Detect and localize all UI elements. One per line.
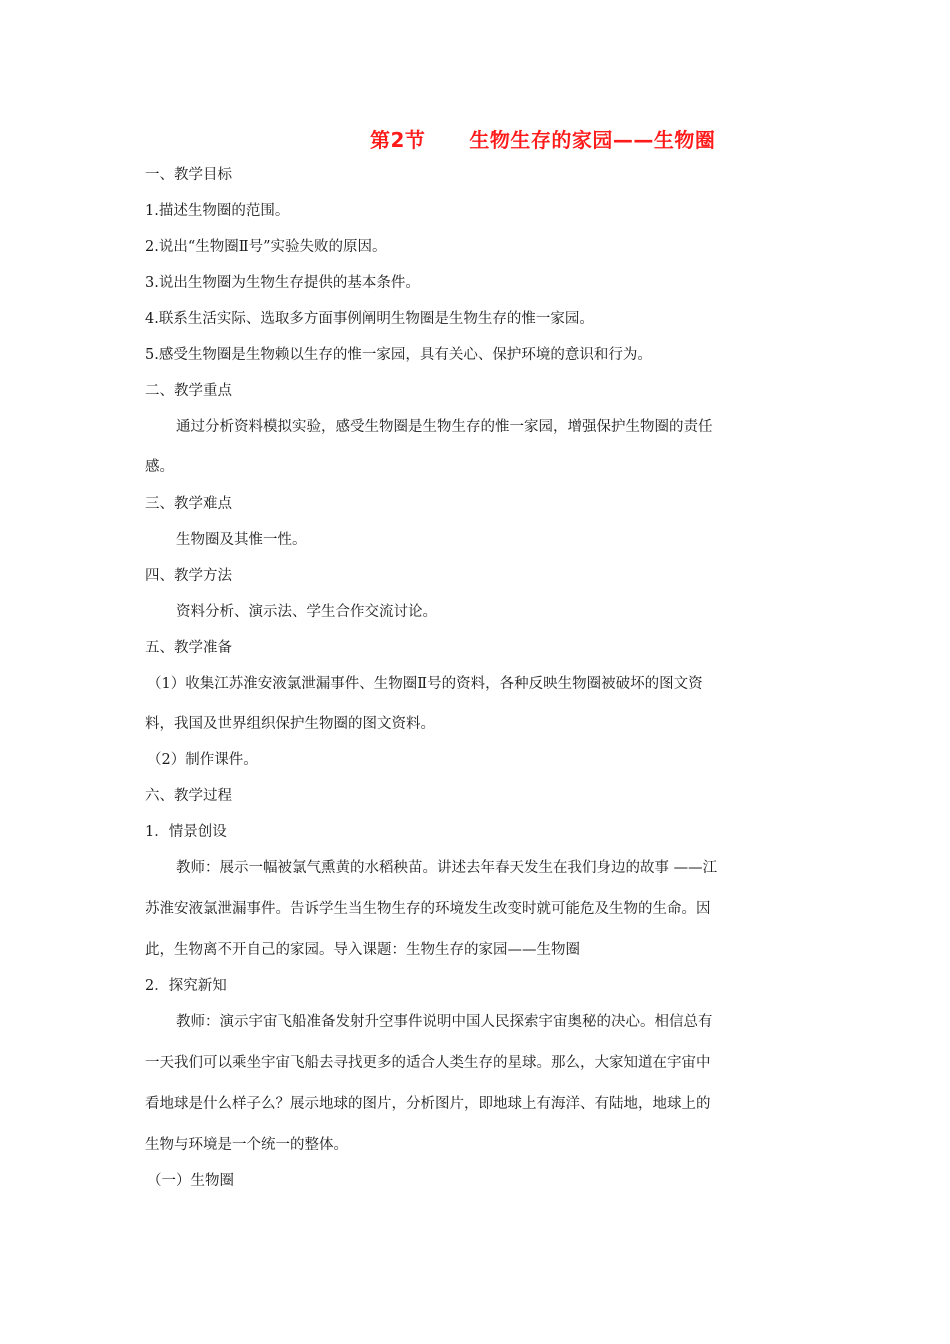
preparation-item-2: （2）制作课件。 (147, 752, 258, 768)
subheading-biosphere: （一）生物圈 (147, 1173, 234, 1189)
heading-goals: 一、教学目标 (145, 167, 232, 183)
heading-difficulties: 三、教学难点 (145, 496, 232, 512)
process-step-2: 2．探究新知 (145, 978, 227, 994)
preparation-item-1: （1）收集江苏淮安液氯泄漏事件、生物圈Ⅱ号的资料，各种反映生物圈被破坏的图文资 (147, 676, 703, 692)
section-number: 第2节 (370, 128, 426, 152)
goal-2: 2.说出“生物圈Ⅱ号”实验失败的原因。 (145, 239, 387, 255)
process-step-2-text-cont-3: 生物与环境是一个统一的整体。 (145, 1137, 348, 1153)
process-step-1-text-cont: 苏淮安液氯泄漏事件。告诉学生当生物生存的环境发生改变时就可能危及生物的生命。因 (145, 901, 711, 917)
goal-3: 3.说出生物圈为生物生存提供的基本条件。 (145, 275, 420, 291)
goal-4: 4.联系生活实际、选取多方面事例阐明生物圈是生物生存的惟一家园。 (145, 311, 594, 327)
heading-methods: 四、教学方法 (145, 568, 232, 584)
heading-key-points: 二、教学重点 (145, 383, 232, 399)
preparation-item-1-cont: 料，我国及世界组织保护生物圈的图文资料。 (145, 716, 435, 732)
difficulties-text: 生物圈及其惟一性。 (176, 532, 307, 548)
goal-1: 1.描述生物圈的范围。 (145, 203, 290, 219)
process-step-1-text: 教师：展示一幅被氯气熏黄的水稻秧苗。讲述去年春天发生在我们身边的故事 ——江 (176, 860, 718, 876)
document-title (370, 124, 715, 153)
section-name: 生物生存的家园——生物圈 (469, 128, 716, 152)
heading-preparation: 五、教学准备 (145, 640, 232, 656)
process-step-1: 1．情景创设 (145, 824, 227, 840)
process-step-2-text-cont: 一天我们可以乘坐宇宙飞船去寻找更多的适合人类生存的星球。那么，大家知道在宇宙中 (145, 1055, 711, 1071)
heading-process: 六、教学过程 (145, 788, 232, 804)
key-points-text-cont: 感。 (145, 459, 174, 475)
process-step-2-text: 教师：演示宇宙飞船准备发射升空事件说明中国人民探索宇宙奥秘的决心。相信总有 (176, 1014, 713, 1030)
key-points-text: 通过分析资料模拟实验，感受生物圈是生物生存的惟一家园，增强保护生物圈的责任 (176, 419, 713, 435)
goal-5: 5.感受生物圈是生物赖以生存的惟一家园，具有关心、保护环境的意识和行为。 (145, 347, 652, 363)
methods-text: 资料分析、演示法、学生合作交流讨论。 (176, 604, 437, 620)
process-step-2-text-cont-2: 看地球是什么样子么？展示地球的图片，分析图片，即地球上有海洋、有陆地，地球上的 (145, 1096, 711, 1112)
process-step-1-text-cont-2: 此，生物离不开自己的家园。导入课题：生物生存的家园——生物圈 (145, 942, 580, 958)
